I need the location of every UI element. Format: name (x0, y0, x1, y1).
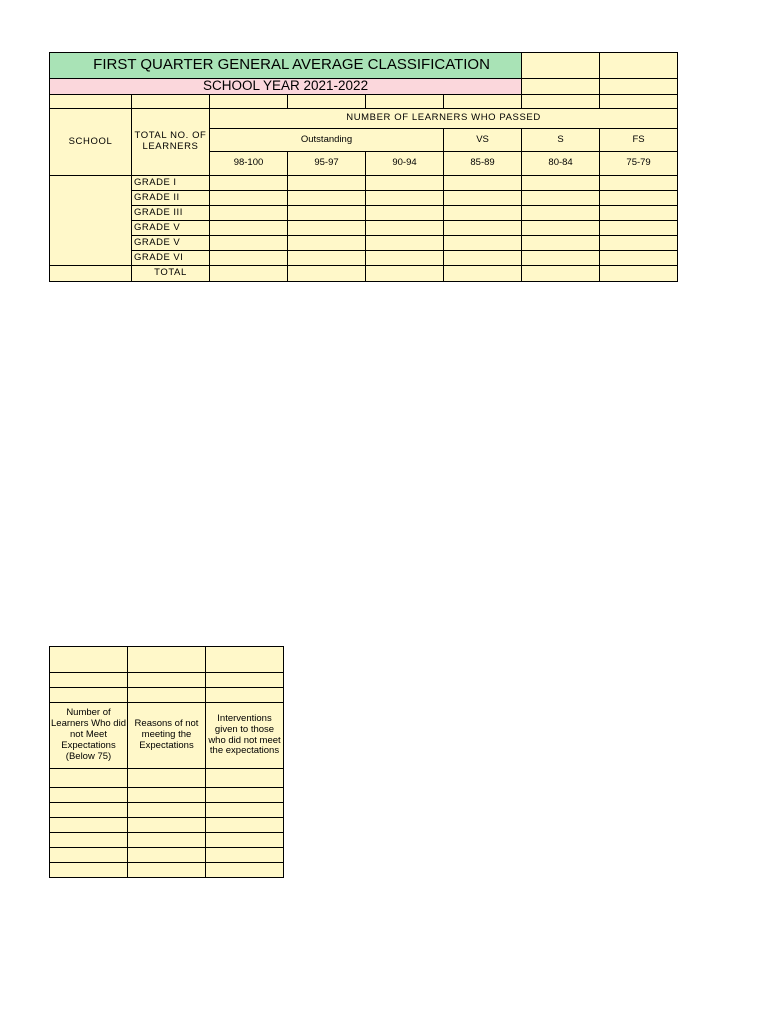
empty-cell (600, 79, 678, 95)
grade-label: GRADE II (132, 190, 210, 205)
empty-cell (132, 94, 210, 108)
data-cell (288, 250, 366, 265)
empty-cell (206, 688, 284, 703)
data-cell (210, 190, 288, 205)
data-cell (206, 863, 284, 878)
data-cell (50, 848, 128, 863)
data-cell (206, 788, 284, 803)
data-cell (288, 175, 366, 190)
data-cell (600, 220, 678, 235)
data-cell (206, 818, 284, 833)
empty-cell (128, 647, 206, 673)
data-cell (522, 205, 600, 220)
range-header: 98-100 (210, 151, 288, 175)
data-cell (210, 175, 288, 190)
classification-table (49, 52, 678, 282)
empty-cell (522, 94, 600, 108)
data-cell (444, 205, 522, 220)
sheet-subtitle: SCHOOL YEAR 2021-2022 (50, 79, 522, 95)
data-cell (600, 175, 678, 190)
total-label: TOTAL (132, 265, 210, 281)
data-cell (444, 175, 522, 190)
data-cell (444, 265, 522, 281)
grade-label: GRADE III (132, 205, 210, 220)
data-cell (50, 833, 128, 848)
data-cell (522, 250, 600, 265)
empty-cell (50, 265, 132, 281)
data-cell (128, 788, 206, 803)
interventions-header: Interventions given to those who did not meet the expectations (206, 703, 284, 769)
empty-cell (288, 94, 366, 108)
school-header: SCHOOL (50, 108, 132, 175)
data-cell (366, 190, 444, 205)
data-cell (600, 250, 678, 265)
empty-cell (600, 94, 678, 108)
data-cell (50, 863, 128, 878)
data-cell (210, 235, 288, 250)
data-cell (206, 803, 284, 818)
learners-passed-header: NUMBER OF LEARNERS WHO PASSED (210, 108, 678, 128)
reasons-header: Reasons of not meeting the Expectations (128, 703, 206, 769)
data-cell (206, 848, 284, 863)
range-header: 75-79 (600, 151, 678, 175)
data-cell (522, 190, 600, 205)
empty-cell (50, 94, 132, 108)
data-cell (210, 205, 288, 220)
data-cell (366, 205, 444, 220)
data-cell (366, 265, 444, 281)
data-cell (128, 863, 206, 878)
grade-label: GRADE V (132, 220, 210, 235)
empty-cell (210, 94, 288, 108)
range-header: 85-89 (444, 151, 522, 175)
grade-label: GRADE VI (132, 250, 210, 265)
data-cell (50, 769, 128, 788)
data-cell (522, 265, 600, 281)
data-cell (522, 175, 600, 190)
data-cell (210, 265, 288, 281)
data-cell (366, 235, 444, 250)
data-cell (128, 769, 206, 788)
data-cell (444, 190, 522, 205)
data-cell (444, 220, 522, 235)
data-cell (522, 235, 600, 250)
data-cell (600, 265, 678, 281)
empty-cell (50, 647, 128, 673)
data-cell (128, 803, 206, 818)
data-cell (366, 250, 444, 265)
data-cell (444, 250, 522, 265)
category-outstanding: Outstanding (210, 128, 444, 151)
data-cell (210, 250, 288, 265)
grade-label: GRADE V (132, 235, 210, 250)
data-cell (288, 265, 366, 281)
data-cell (600, 235, 678, 250)
empty-cell (522, 79, 600, 95)
data-cell (50, 788, 128, 803)
data-cell (50, 818, 128, 833)
empty-cell (50, 673, 128, 688)
expectations-table (49, 646, 284, 878)
category-s: S (522, 128, 600, 151)
data-cell (128, 848, 206, 863)
empty-cell (522, 53, 600, 79)
total-learners-header: TOTAL NO. OF LEARNERS (132, 108, 210, 175)
range-header: 95-97 (288, 151, 366, 175)
empty-cell (206, 673, 284, 688)
data-cell (50, 803, 128, 818)
category-vs: VS (444, 128, 522, 151)
empty-cell (206, 647, 284, 673)
data-cell (210, 220, 288, 235)
data-cell (600, 190, 678, 205)
data-cell (366, 175, 444, 190)
empty-cell (444, 94, 522, 108)
data-cell (288, 220, 366, 235)
empty-cell (366, 94, 444, 108)
empty-cell (600, 53, 678, 79)
data-cell (206, 833, 284, 848)
school-name-cell (50, 175, 132, 265)
data-cell (366, 220, 444, 235)
data-cell (128, 833, 206, 848)
data-cell (206, 769, 284, 788)
data-cell (522, 220, 600, 235)
data-cell (288, 235, 366, 250)
grade-label: GRADE I (132, 175, 210, 190)
data-cell (128, 818, 206, 833)
below-expectations-header: Number of Learners Who did not Meet Expectations (Below 75) (50, 703, 128, 769)
empty-cell (128, 673, 206, 688)
range-header: 80-84 (522, 151, 600, 175)
sheet-title: FIRST QUARTER GENERAL AVERAGE CLASSIFICATION (50, 53, 522, 79)
data-cell (444, 235, 522, 250)
data-cell (600, 205, 678, 220)
data-cell (288, 190, 366, 205)
empty-cell (128, 688, 206, 703)
empty-cell (50, 688, 128, 703)
data-cell (288, 205, 366, 220)
range-header: 90-94 (366, 151, 444, 175)
category-fs: FS (600, 128, 678, 151)
